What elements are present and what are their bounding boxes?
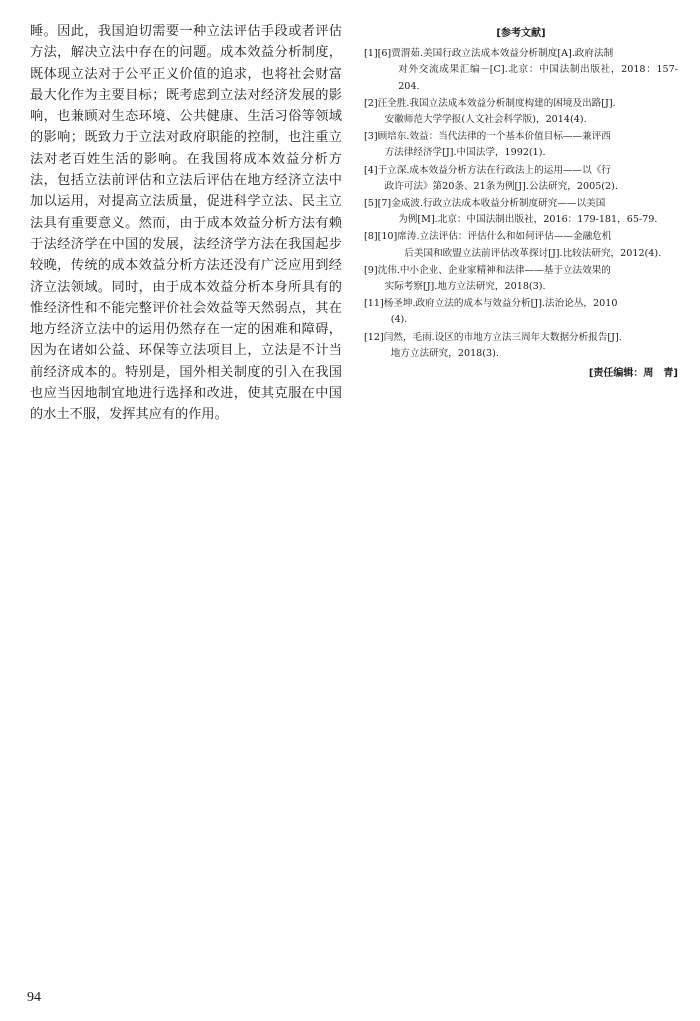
reference-text-line1: 于立深.成本效益分析方法在行政法上的运用——以《行 [377, 164, 611, 176]
reference-text [378, 163, 678, 195]
reference-text [391, 46, 678, 95]
reference-text [378, 263, 678, 295]
reference-item [364, 229, 678, 261]
reference-text [391, 196, 678, 228]
reference-text-continuation: 地方立法研究，2018(3). [390, 347, 499, 359]
reference-item [364, 196, 678, 228]
reference-text-line1: 贾渭茹.美国行政立法成本效益分析制度[A].政府法制 [391, 48, 614, 60]
reference-number: [12] [364, 331, 384, 343]
reference-text [378, 129, 678, 161]
body-column [30, 21, 342, 426]
reference-text-line1: 闫然，毛雨.设区的市地方立法三周年大数据分析报告[J]. [383, 331, 622, 343]
reference-text-continuation: 对外交流成果汇编－[C].北京：中国法制出版社，2018：157-204. [398, 64, 678, 92]
responsible-editor: [责任编辑：周 青] [588, 368, 678, 380]
reference-text-continuation: 方法律经济学[J].中国法学，1992(1). [384, 147, 546, 159]
reference-text [384, 330, 678, 362]
reference-text-line1: 沈伟.中小企业、企业家精神和法律——基于立法效果的 [377, 264, 611, 276]
reference-text-continuation: (4). [390, 314, 408, 326]
reference-number: [11] [364, 298, 384, 310]
reference-text-continuation: 后美国和欧盟立法前评估改革探讨[J].比较法研究，2012(4). [404, 247, 662, 259]
reference-number: [9] [364, 264, 378, 276]
reference-number: [8][10] [364, 231, 398, 243]
reference-item [364, 296, 678, 328]
reference-text-line1: 金成波.行政立法成本收益分析制度研究——以美国 [391, 198, 606, 210]
reference-item [364, 129, 678, 161]
reference-text-continuation: 政许可法》第20条、21条为例[J].公法研究，2005(2). [384, 180, 618, 192]
reference-text [378, 96, 678, 128]
reference-number: [1][6] [364, 48, 392, 60]
reference-text-continuation: 为例[M].北京：中国法制出版社，2016：179-181，65-79. [398, 214, 658, 226]
reference-item [364, 96, 678, 128]
body-paragraph: 睡。因此，我国迫切需要一种立法评估手段或者评估方法，解决立法中存在的问题。成本效益分析制度，既体现立法对于公平正义价值的追求，也将社会财富最大化作为主要目标；既考虑到立法对经济发展的影响，也兼顾对生态环境、公共健康、生活习俗等领域的影响；既致力于立法对政府职能的控制，也注重立法对老百姓生活的影响。在我国将成本效益分析方法，包括立法前评估和立法后评估在地方经济立法中加以运用，对提高立法质量，促进科学立法、民主立法具有重要意义。然而，由于成本效益分析方法有赖于法经济学在中国的发展，法经济学方法在我国起步较晚，传统的成本效益分析方法还没有广泛应用到经济立法领域。同时，由于成本效益分析本身所具有的惟经济性和不能完整评价社会效益等天然弱点，其在地方经济立法中的运用仍然存在一定的困难和障碍，因为在诸如公益、环保等立法项目上，立法是不计当前经济成本的。特别是，国外相关制度的引入在我国也应当因地制宜地进行选择和改进，使其克服在中国的水土不服，发挥其应有的作用。 [30, 24, 342, 423]
reference-item [364, 163, 678, 195]
reference-text [384, 296, 678, 328]
reference-number: [4] [364, 164, 378, 176]
reference-text-line1: 席涛.立法评估：评估什么和如何评估——金融危机 [397, 231, 612, 243]
reference-number: [3] [364, 131, 378, 143]
reference-text [397, 229, 678, 261]
reference-text-line1: 顾培东.效益：当代法律的一个基本价值目标——兼评西 [377, 131, 611, 143]
reference-number: [2] [364, 97, 378, 109]
reference-text-line1: 汪全胜.我国立法成本效益分析制度构建的困境及出路[J]. [377, 97, 616, 109]
reference-text-line1: 杨圣坤.政府立法的成本与效益分析[J].法治论丛，2010 [383, 298, 618, 310]
reference-item [364, 46, 678, 95]
references-list [364, 46, 678, 362]
references-section [364, 26, 678, 382]
reference-item [364, 263, 678, 295]
reference-item [364, 330, 678, 362]
reference-text-continuation: 实际考察[J].地方立法研究，2018(3). [384, 281, 546, 293]
references-heading: [参考文献] [496, 28, 546, 39]
reference-number: [5][7] [364, 198, 392, 210]
page-number: 94 [27, 990, 41, 1005]
reference-text-continuation: 安徽师范大学学报(人文社会科学版)，2014(4). [384, 114, 587, 126]
